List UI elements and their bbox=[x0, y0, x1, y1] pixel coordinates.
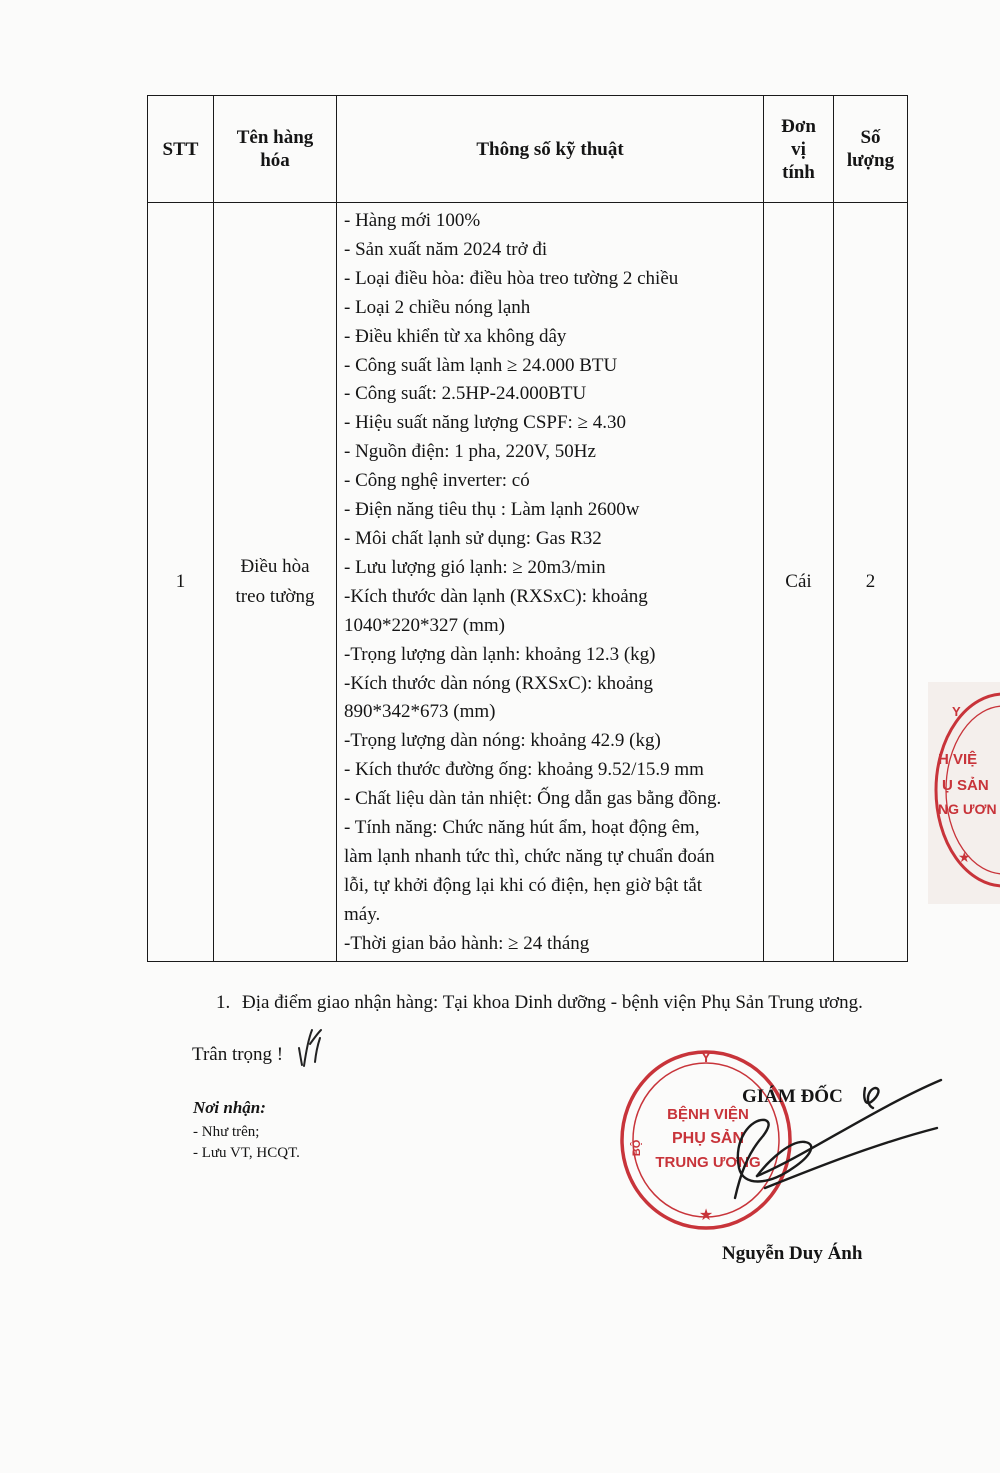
spec-line: - Điện năng tiêu thụ : Làm lạnh 2600w bbox=[344, 499, 640, 521]
row-specs bbox=[337, 203, 764, 962]
spec-line: - Công suất: 2.5HP-24.000BTU bbox=[344, 383, 587, 405]
svg-text:★: ★ bbox=[958, 849, 971, 865]
spec-list bbox=[344, 207, 759, 959]
spec-line: - Hàng mới 100% bbox=[344, 210, 481, 231]
spec-line: - Môi chất lạnh sử dụng: Gas R32 bbox=[344, 527, 602, 549]
delivery-number: 1. bbox=[216, 992, 231, 1013]
seal-line3: TRUNG ƯƠNG bbox=[655, 1154, 761, 1171]
director-title: GIÁM ĐỐC bbox=[742, 1086, 843, 1107]
header-unit-line3: tính bbox=[782, 161, 815, 183]
seal-line2: PHỤ SẢN bbox=[671, 1130, 745, 1147]
spec-line: 890*342*673 (mm) bbox=[344, 701, 496, 723]
header-quantity-line1: Số bbox=[860, 127, 881, 148]
spec-line: - Chất liệu dàn tản nhiệt: Ống dẫn gas bằng đồng. bbox=[344, 788, 722, 810]
spec-line: 1040*220*327 (mm) bbox=[344, 614, 505, 636]
svg-text:NG ƯƠN: NG ƯƠN bbox=[938, 801, 997, 817]
table-row bbox=[148, 203, 908, 962]
header-quantity bbox=[834, 96, 908, 203]
spec-line: -Kích thước dàn lạnh (RXSxC): khoảng bbox=[344, 585, 648, 607]
seal-star-icon: ★ bbox=[698, 1207, 714, 1224]
svg-text:Ụ SẢN: Ụ SẢN bbox=[942, 777, 989, 794]
spec-line: - Loại 2 chiều nóng lạnh bbox=[344, 296, 531, 318]
spec-line: - Công nghệ inverter: có bbox=[344, 470, 530, 492]
specification-table bbox=[147, 95, 908, 962]
spec-line: - Sản xuất năm 2024 trở đi bbox=[344, 238, 548, 260]
spec-line: - Điều khiển từ xa không dây bbox=[344, 325, 567, 347]
recipient-item: - Lưu VT, HCQT. bbox=[193, 1145, 300, 1161]
recipient-item: - Như trên; bbox=[193, 1124, 260, 1140]
row-quantity: 2 bbox=[834, 203, 908, 962]
spec-line: làm lạnh nhanh tức thì, chức năng tự chuẩn đoán bbox=[344, 845, 715, 867]
header-item-name-line2: hóa bbox=[260, 150, 290, 171]
svg-text:Y: Y bbox=[952, 704, 961, 719]
row-stt: 1 bbox=[148, 203, 214, 962]
table-header-row bbox=[148, 96, 908, 203]
header-unit-line1: Đơn bbox=[781, 115, 816, 137]
row-item-name-line1: Điều hòa bbox=[240, 556, 310, 577]
spec-line: máy. bbox=[344, 903, 381, 925]
spec-line: - Tính năng: Chức năng hút ẩm, hoạt động êm, bbox=[344, 817, 700, 839]
row-item-name-line2: treo tường bbox=[235, 586, 315, 607]
header-unit bbox=[764, 96, 834, 203]
row-item-name bbox=[214, 203, 337, 962]
closing-text: Trân trọng ! bbox=[192, 1044, 284, 1065]
recipients-block bbox=[193, 1098, 300, 1164]
seal-top-letter: Y bbox=[701, 1049, 711, 1065]
delivery-text: Địa điểm giao nhận hàng: Tại khoa Dinh dưỡng - bệnh viện Phụ Sản Trung ương. bbox=[242, 992, 863, 1013]
spec-line: -Trọng lượng dàn nóng: khoảng 42.9 (kg) bbox=[344, 730, 661, 752]
spec-line: -Kích thước dàn nóng (RXSxC): khoảng bbox=[344, 672, 654, 694]
recipients-title: Nơi nhận: bbox=[193, 1098, 266, 1117]
spec-line: - Lưu lượng gió lạnh: ≥ 20m3/min bbox=[344, 556, 606, 578]
spec-line: - Hiệu suất năng lượng CSPF: ≥ 4.30 bbox=[344, 412, 627, 434]
partial-seal-stamp bbox=[928, 682, 1000, 904]
seal-line1: BỆNH VIỆN bbox=[667, 1106, 749, 1123]
spec-line: - Công suất làm lạnh ≥ 24.000 BTU bbox=[344, 354, 618, 376]
spec-line: -Trọng lượng dàn lạnh: khoảng 12.3 (kg) bbox=[344, 643, 656, 665]
svg-text:H VIỆ: H VIỆ bbox=[938, 751, 978, 768]
spec-line: - Nguồn điện: 1 pha, 220V, 50Hz bbox=[344, 441, 596, 463]
signer-name: Nguyễn Duy Ánh bbox=[722, 1243, 863, 1264]
spec-line: - Kích thước đường ống: khoảng 9.52/15.9 mm bbox=[344, 759, 704, 781]
header-item-name bbox=[214, 96, 337, 203]
initial-mark-icon bbox=[296, 1012, 324, 1070]
header-item-name-line1: Tên hàng bbox=[236, 127, 314, 148]
header-specs: Thông số kỹ thuật bbox=[337, 96, 764, 203]
spec-line: - Loại điều hòa: điều hòa treo tường 2 chiều bbox=[344, 267, 679, 289]
row-unit: Cái bbox=[764, 203, 834, 962]
spec-line: lỗi, tự khởi động lại khi có điện, hẹn giờ bật tắt bbox=[344, 874, 703, 896]
spec-line: -Thời gian bảo hành: ≥ 24 tháng bbox=[344, 932, 590, 954]
header-quantity-line2: lượng bbox=[846, 150, 895, 171]
header-stt: STT bbox=[148, 96, 214, 203]
director-signature-icon bbox=[705, 1058, 945, 1208]
seal-side-letter: BỘ bbox=[631, 1139, 643, 1157]
header-unit-line2: vị bbox=[791, 138, 806, 160]
